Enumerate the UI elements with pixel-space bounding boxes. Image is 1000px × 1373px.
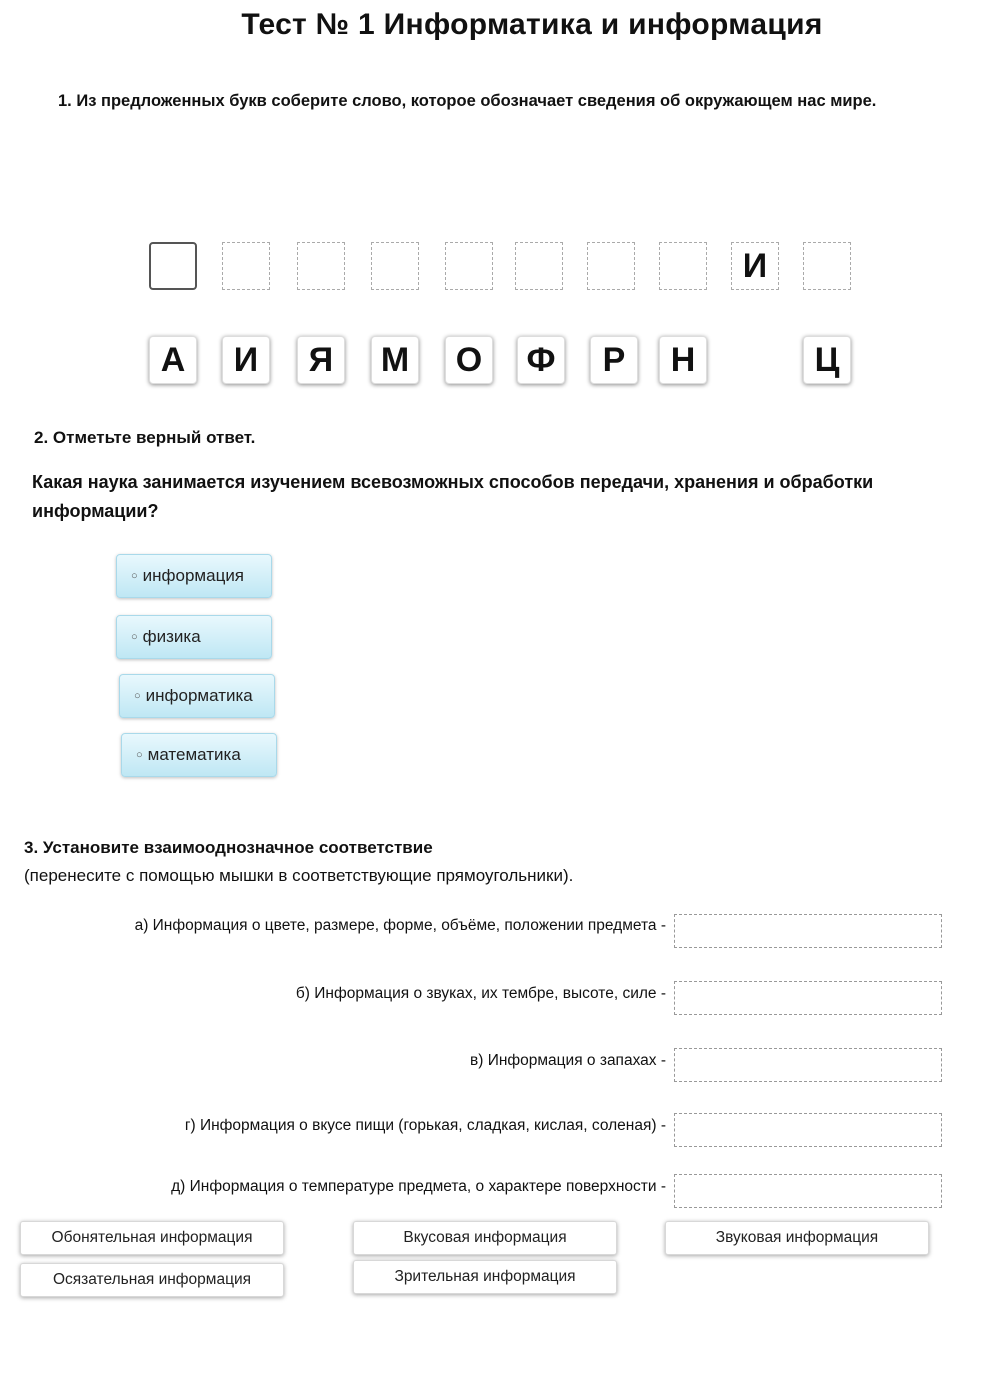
letter-tile[interactable]: М (371, 336, 419, 384)
q3-subheading: (перенесите с помощью мышки в соответствующие прямоугольники). (24, 866, 574, 885)
answer-card[interactable]: Осязательная информация (20, 1263, 284, 1297)
match-item-label: в) Информация о запахах - (470, 1052, 666, 1069)
answer-option[interactable] (119, 674, 275, 718)
letter-slot[interactable]: И (731, 242, 779, 290)
letter-tile[interactable]: О (445, 336, 493, 384)
answer-option-label: математика (147, 745, 241, 764)
letter-slot[interactable] (445, 242, 493, 290)
letter-tile[interactable]: Ф (517, 336, 565, 384)
q3-heading: 3. Установите взаимооднозначное соответствие (24, 838, 433, 857)
letter-slot[interactable] (297, 242, 345, 290)
letter-tile[interactable]: Ц (803, 336, 851, 384)
match-drop-zone[interactable] (674, 1048, 942, 1082)
match-drop-zone[interactable] (674, 1174, 942, 1208)
answer-option[interactable] (116, 554, 272, 598)
letter-slot[interactable] (149, 242, 197, 290)
q2-question-line: Какая наука занимается изучением всевозможных способов передачи, хранения и обработки (32, 472, 874, 492)
letter-slot[interactable] (587, 242, 635, 290)
radio-icon: ○ (131, 570, 138, 582)
q2-heading: 2. Отметьте верный ответ. (34, 428, 256, 447)
radio-icon: ○ (131, 631, 138, 643)
radio-icon: ○ (136, 749, 143, 761)
match-item-label: а) Информация о цвете, размере, форме, объёме, положении предмета - (134, 917, 666, 934)
letter-tile[interactable]: Р (590, 336, 638, 384)
q2-question (32, 468, 1000, 526)
letter-slot[interactable] (659, 242, 707, 290)
letter-slot[interactable] (803, 242, 851, 290)
letter-slot[interactable] (371, 242, 419, 290)
q1-text: 1. Из предложенных букв соберите слово, которое обозначает сведения об окружающем нас мире. (58, 92, 877, 110)
match-drop-zone[interactable] (674, 914, 942, 948)
answer-card[interactable]: Вкусовая информация (353, 1221, 617, 1255)
match-item-label: г) Информация о вкусе пищи (горькая, сладкая, кислая, соленая) - (184, 1117, 666, 1134)
match-drop-zone[interactable] (674, 1113, 942, 1147)
answer-option-label: информатика (145, 686, 253, 705)
letter-slot[interactable] (515, 242, 563, 290)
answer-card[interactable]: Зрительная информация (353, 1260, 617, 1294)
answer-option[interactable] (116, 615, 272, 659)
answer-option[interactable] (121, 733, 277, 777)
match-item-label: д) Информация о температуре предмета, о характере поверхности - (171, 1178, 666, 1195)
match-drop-zone[interactable] (674, 981, 942, 1015)
answer-card[interactable]: Обонятельная информация (20, 1221, 284, 1255)
letter-tile[interactable]: Я (297, 336, 345, 384)
letter-tile[interactable]: Н (659, 336, 707, 384)
answer-option-label: физика (142, 627, 201, 646)
page-title: Тест № 1 Информатика и информация (241, 8, 823, 41)
match-item-label: б) Информация о звуках, их тембре, высоте, силе - (295, 985, 666, 1002)
q2-question-line: информации? (32, 501, 159, 521)
letter-tile[interactable]: И (222, 336, 270, 384)
letter-tile[interactable]: А (149, 336, 197, 384)
letter-slot[interactable] (222, 242, 270, 290)
radio-icon: ○ (134, 690, 141, 702)
answer-card[interactable]: Звуковая информация (665, 1221, 929, 1255)
answer-option-label: информация (142, 566, 245, 585)
